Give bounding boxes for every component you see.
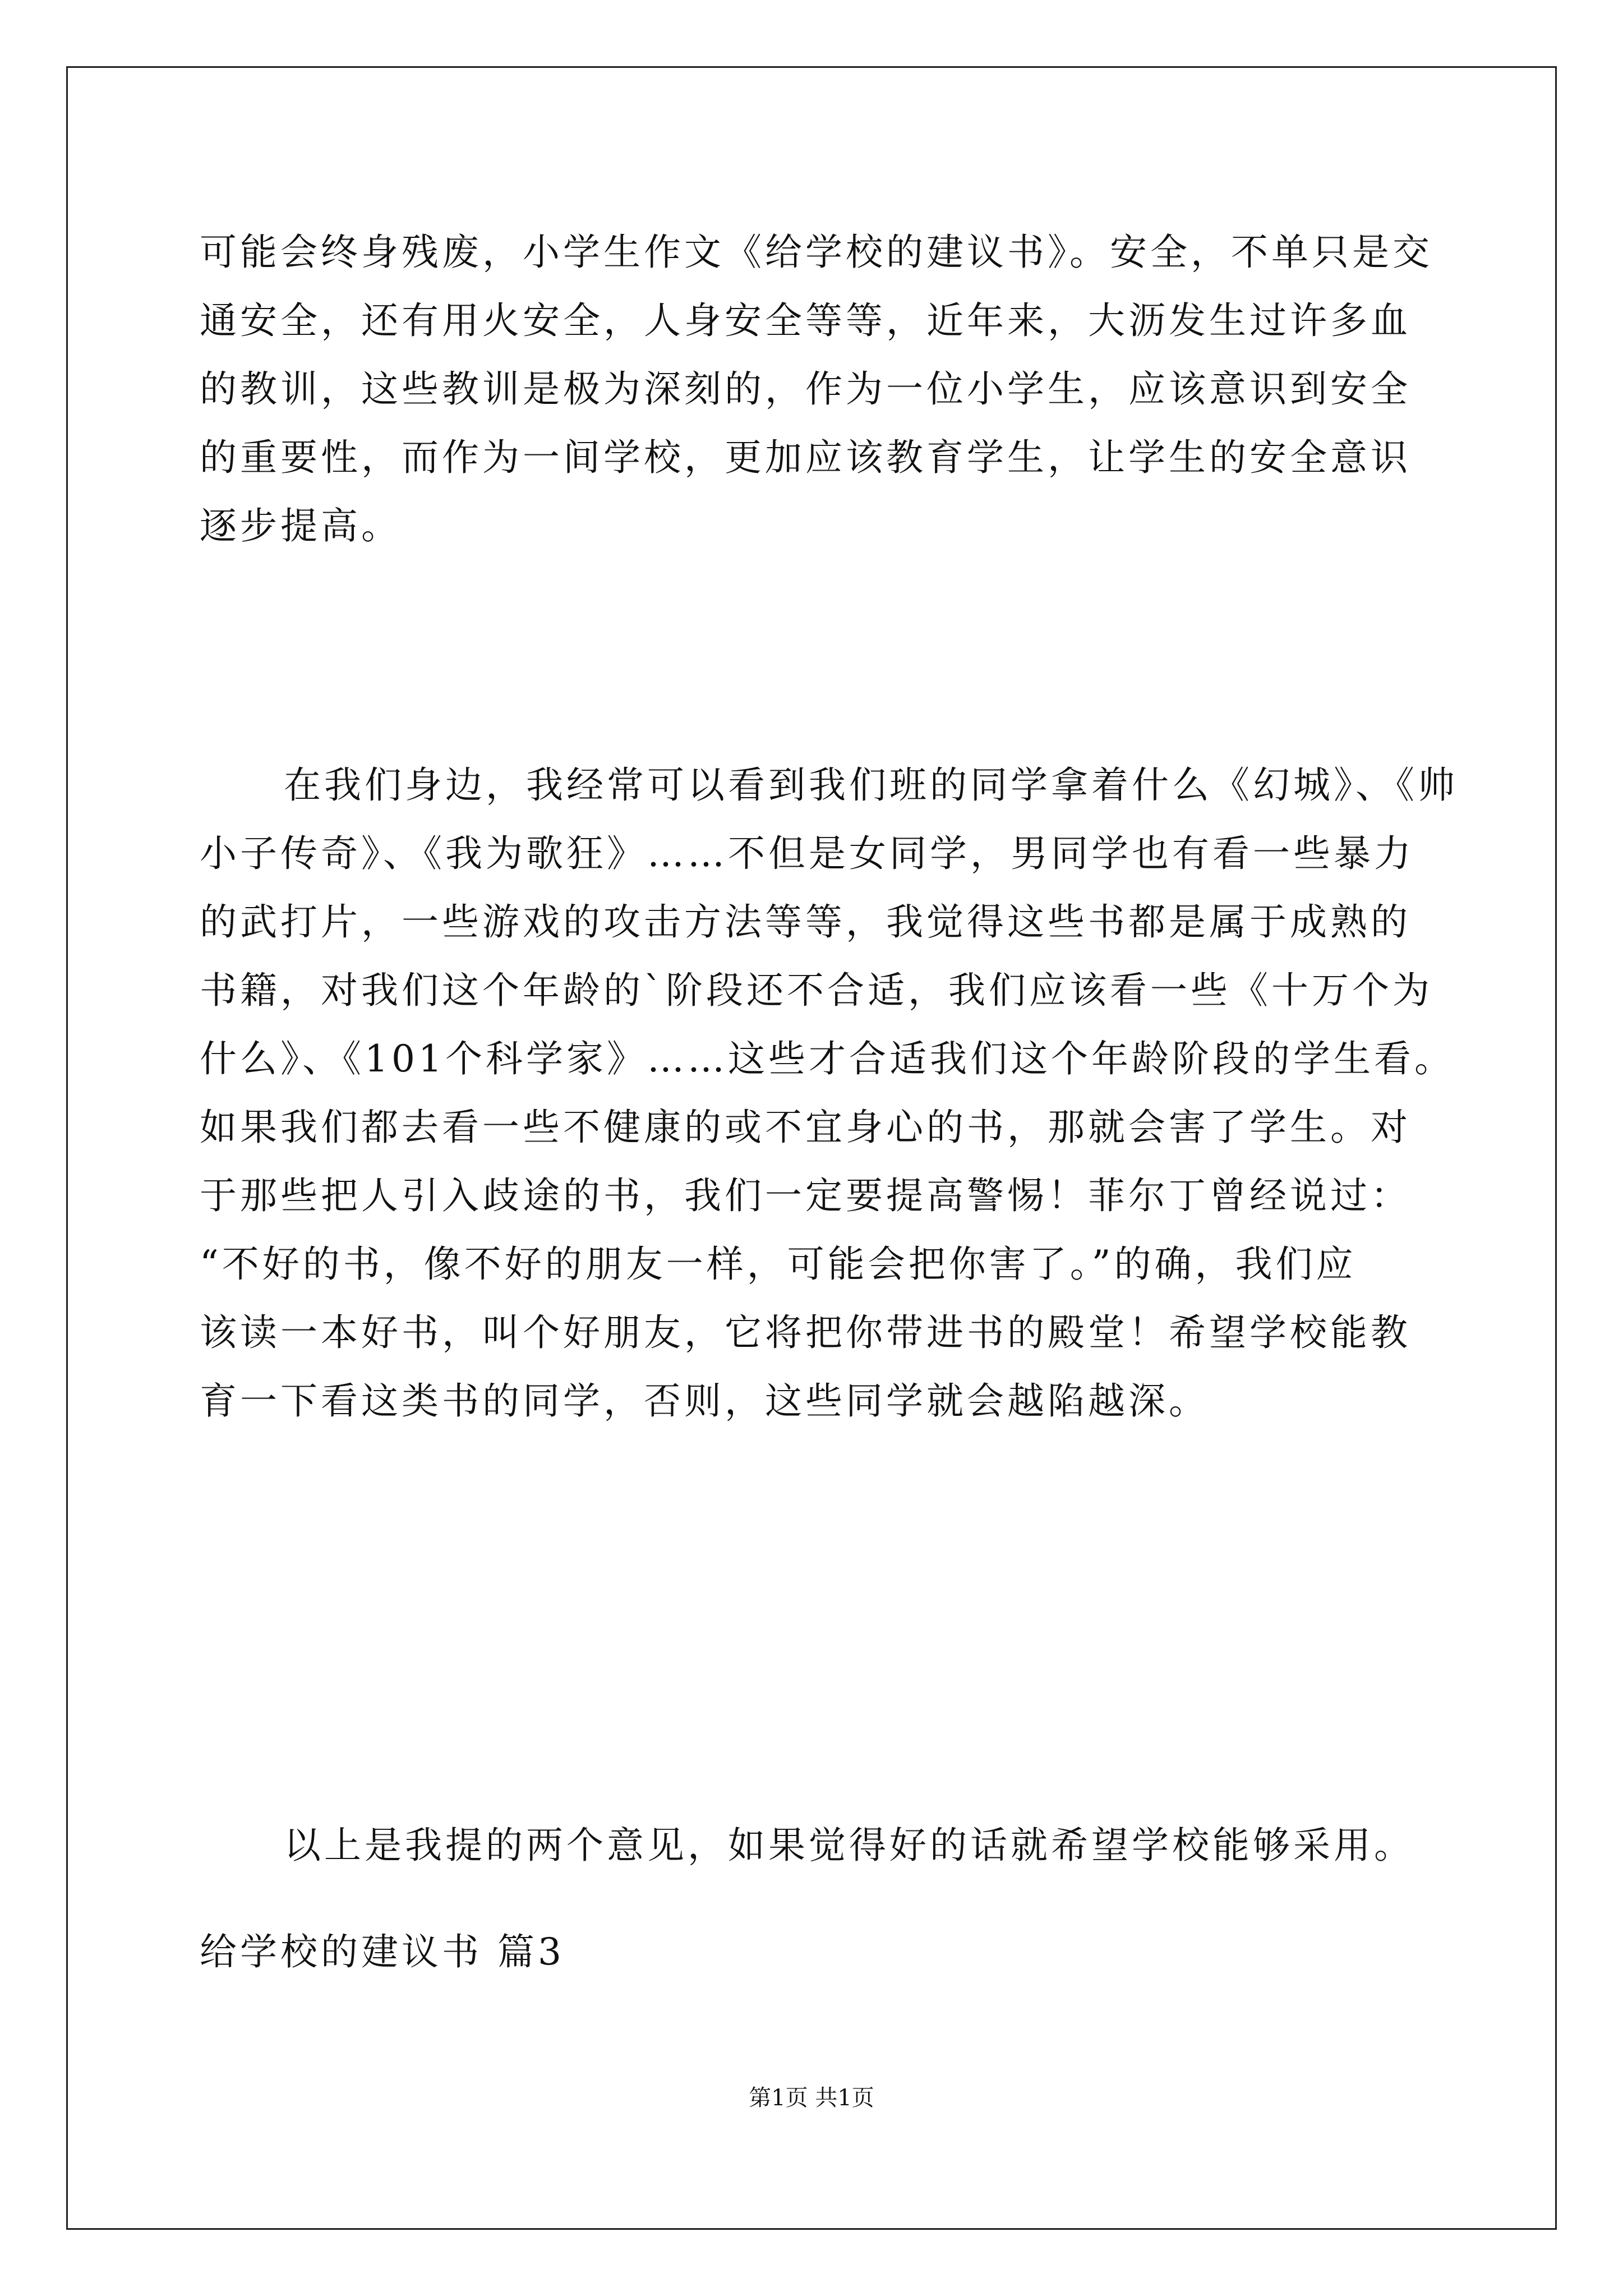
text-line: 什么》、《101个科学家》……这些才合适我们这个年龄阶段的学生看。 xyxy=(200,1037,1455,1080)
text-line: 书籍，对我们这个年龄的`阶段还不合适，我们应该看一些《十万个为 xyxy=(200,969,1433,1012)
paragraph-start-line: 在我们身边，我经常可以看到我们班的同学拿着什么《幻城》、《帅 xyxy=(284,763,1458,807)
text-line: 小子传奇》、《我为歌狂》……不但是女同学，男同学也有看一些暴力 xyxy=(200,832,1414,875)
text-line: 通安全，还有用火安全，人身安全等等，近年来，大沥发生过许多血 xyxy=(200,299,1411,342)
text-line: 的重要性，而作为一间学校，更加应该教育学生，让学生的安全意识 xyxy=(200,436,1411,479)
paragraph-start-line: 以上是我提的两个意见，如果觉得好的话就希望学校能够采用。 xyxy=(284,1824,1414,1867)
text-line: 的教训，这些教训是极为深刻的，作为一位小学生，应该意识到安全 xyxy=(200,367,1411,411)
text-line: 可能会终身残废，小学生作文《给学校的建议书》。安全，不单只是交 xyxy=(200,231,1433,274)
page-number: 第1页 共1页 xyxy=(749,2085,874,2111)
text-line: 育一下看这类书的同学，否则，这些同学就会越陷越深。 xyxy=(200,1379,1209,1423)
text-line: 逐步提高。 xyxy=(200,504,402,547)
text-line: 该读一本好书，叫个好朋友，它将把你带进书的殿堂！希望学校能教 xyxy=(200,1311,1411,1354)
text-line: 于那些把人引入歧途的书，我们一定要提高警惕！菲尔丁曾经说过： xyxy=(200,1174,1411,1217)
text-line: 如果我们都去看一些不健康的或不宜身心的书，那就会害了学生。对 xyxy=(200,1106,1411,1149)
text-line: 的武打片，一些游戏的攻击方法等等，我觉得这些书都是属于成熟的 xyxy=(200,900,1411,944)
section-heading: 给学校的建议书 篇3 xyxy=(200,1930,565,1973)
text-line: “不好的书，像不好的朋友一样，可能会把你害了。”的确，我们应 xyxy=(200,1243,1357,1286)
